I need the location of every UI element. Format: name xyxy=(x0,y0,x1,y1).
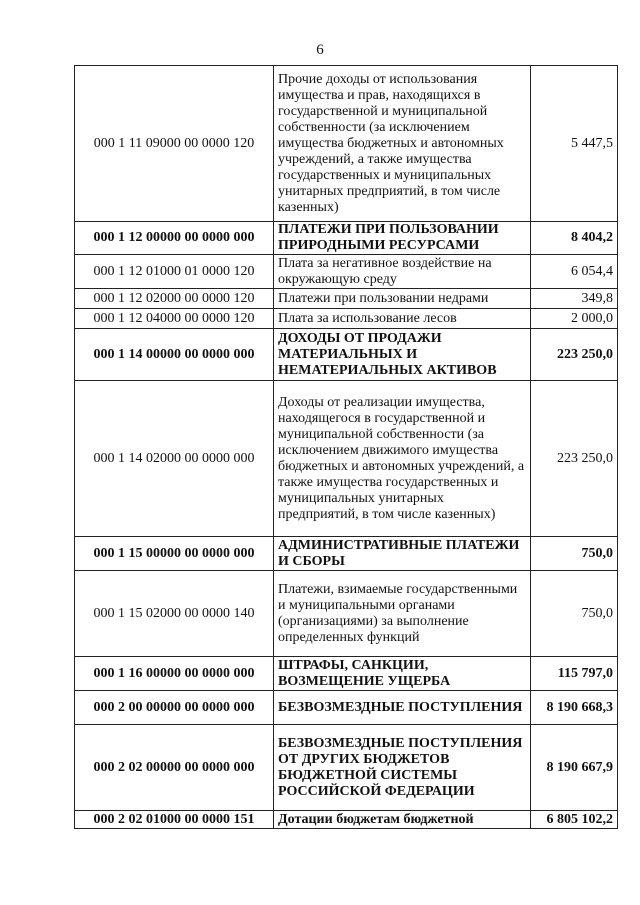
budget-code: 000 1 14 02000 00 0000 000 xyxy=(75,381,274,537)
revenue-name: Прочие доходы от использования имущества и прав, находящихся в государственной и муниципальной собственности (за исключением имущества бюджетных и автономных учреждений, а также имущества государственных и муниципальных унитарных предприятий, в том числе казенных) xyxy=(274,66,531,222)
table-row xyxy=(75,289,618,309)
revenue-amount: 115 797,0 xyxy=(531,657,618,691)
table-row xyxy=(75,811,618,829)
budget-code: 000 1 16 00000 00 0000 000 xyxy=(75,657,274,691)
budget-code: 000 2 02 01000 00 0000 151 xyxy=(75,811,274,829)
revenue-name: ПЛАТЕЖИ ПРИ ПОЛЬЗОВАНИИ ПРИРОДНЫМИ РЕСУРСАМИ xyxy=(274,222,531,255)
revenue-amount: 2 000,0 xyxy=(531,309,618,329)
revenue-amount: 750,0 xyxy=(531,537,618,571)
table-row xyxy=(75,691,618,725)
revenue-name: Платежи, взимаемые государственными и муниципальными органами (организациями) за выполнение определенных функций xyxy=(274,571,531,657)
budget-code: 000 2 00 00000 00 0000 000 xyxy=(75,691,274,725)
budget-code: 000 1 15 02000 00 0000 140 xyxy=(75,571,274,657)
revenue-name: БЕЗВОЗМЕЗДНЫЕ ПОСТУПЛЕНИЯ ОТ ДРУГИХ БЮДЖЕТОВ БЮДЖЕТНОЙ СИСТЕМЫ РОССИЙСКОЙ ФЕДЕРАЦИИ xyxy=(274,725,531,811)
table-row xyxy=(75,657,618,691)
table-row xyxy=(75,381,618,537)
revenue-table xyxy=(74,65,618,829)
revenue-amount: 8 190 668,3 xyxy=(531,691,618,725)
budget-code: 000 1 12 04000 00 0000 120 xyxy=(75,309,274,329)
budget-code: 000 1 15 00000 00 0000 000 xyxy=(75,537,274,571)
revenue-amount: 8 190 667,9 xyxy=(531,725,618,811)
table-row xyxy=(75,255,618,289)
revenue-name: ШТРАФЫ, САНКЦИИ, ВОЗМЕЩЕНИЕ УЩЕРБА xyxy=(274,657,531,691)
revenue-amount: 223 250,0 xyxy=(531,381,618,537)
revenue-amount: 750,0 xyxy=(531,571,618,657)
budget-code: 000 2 02 00000 00 0000 000 xyxy=(75,725,274,811)
revenue-name: ДОХОДЫ ОТ ПРОДАЖИ МАТЕРИАЛЬНЫХ И НЕМАТЕРИАЛЬНЫХ АКТИВОВ xyxy=(274,329,531,381)
revenue-name: Платежи при пользовании недрами xyxy=(274,289,531,309)
revenue-name: Дотации бюджетам бюджетной xyxy=(274,811,531,829)
table-row xyxy=(75,66,618,222)
table-row xyxy=(75,725,618,811)
revenue-amount: 6 054,4 xyxy=(531,255,618,289)
revenue-amount: 6 805 102,2 xyxy=(531,811,618,829)
revenue-amount: 8 404,2 xyxy=(531,222,618,255)
page-number: 6 xyxy=(316,42,324,58)
table-row xyxy=(75,222,618,255)
revenue-name: Плата за использование лесов xyxy=(274,309,531,329)
revenue-amount: 223 250,0 xyxy=(531,329,618,381)
table-row xyxy=(75,537,618,571)
table-row xyxy=(75,571,618,657)
budget-code: 000 1 14 00000 00 0000 000 xyxy=(75,329,274,381)
revenue-amount: 5 447,5 xyxy=(531,66,618,222)
revenue-name: АДМИНИСТРАТИВНЫЕ ПЛАТЕЖИ И СБОРЫ xyxy=(274,537,531,571)
budget-code: 000 1 12 00000 00 0000 000 xyxy=(75,222,274,255)
table-row xyxy=(75,309,618,329)
budget-code: 000 1 11 09000 00 0000 120 xyxy=(75,66,274,222)
revenue-name: Доходы от реализации имущества, находящегося в государственной и муниципальной собственности (за исключением движимого имущества бюджетных и автономных учреждений, а также имущества государственных и муниципальных унитарных предприятий, в том числе казенных) xyxy=(274,381,531,537)
table-row xyxy=(75,329,618,381)
revenue-name: БЕЗВОЗМЕЗДНЫЕ ПОСТУПЛЕНИЯ xyxy=(274,691,531,725)
revenue-amount: 349,8 xyxy=(531,289,618,309)
budget-code: 000 1 12 01000 01 0000 120 xyxy=(75,255,274,289)
budget-code: 000 1 12 02000 00 0000 120 xyxy=(75,289,274,309)
revenue-name: Плата за негативное воздействие на окружающую среду xyxy=(274,255,531,289)
